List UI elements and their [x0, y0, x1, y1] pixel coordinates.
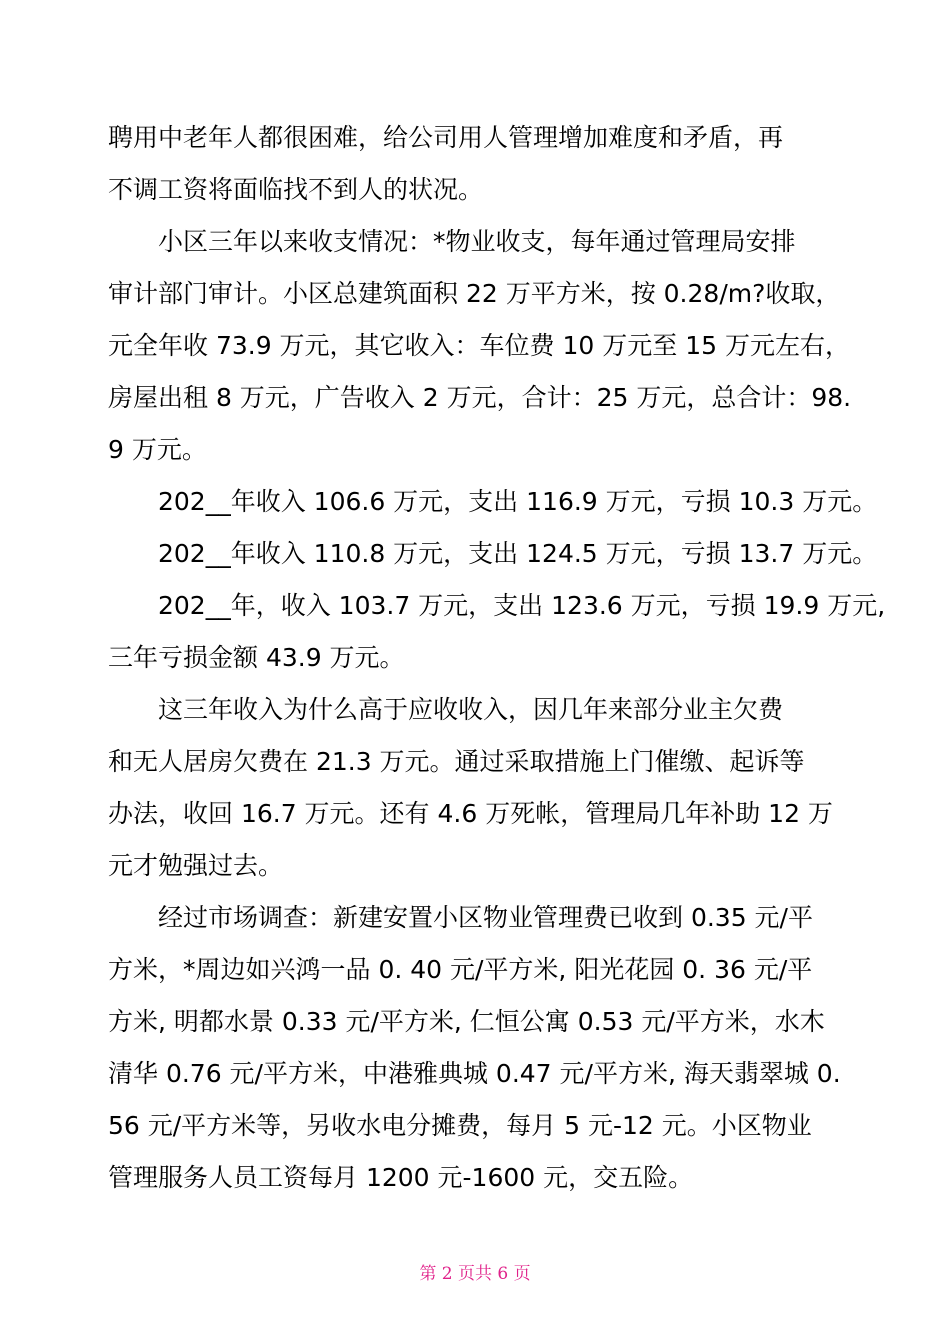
text-line: 202__年收入 106.6 万元，支出 116.9 万元，亏损 10.3 万元。 [158, 487, 878, 516]
text-line: 方米, 明都水景 0.33 元/平方米, 仁恒公寓 0.53 元/平方米，水木 [108, 1007, 825, 1036]
text-line: 小区三年以来收支情况：*物业收支，每年通过管理局安排 [158, 227, 796, 256]
text-line: 202__年收入 110.8 万元，支出 124.5 万元，亏损 13.7 万元。 [158, 539, 878, 568]
text-line: 202__年，收入 103.7 万元，支出 123.6 万元，亏损 19.9 万元, [158, 591, 886, 620]
page-footer: 第 2 页共 6 页 [419, 1264, 531, 1284]
text-line: 审计部门审计。小区总建筑面积 22 万平方米，按 0.28/m?收取， [108, 279, 841, 308]
text-line: 方米，*周边如兴鸿一品 0. 40 元/平方米, 阳光花园 0. 36 元/平 [108, 955, 813, 984]
text-line: 元才勉强过去。 [108, 851, 284, 880]
text-line: 56 元/平方米等，另收水电分摊费，每月 5 元-12 元。小区物业 [108, 1111, 812, 1140]
text-line: 清华 0.76 元/平方米，中港雅典城 0.47 元/平方米, 海天翡翠城 0. [108, 1059, 841, 1088]
text-line: 和无人居房欠费在 21.3 万元。通过采取措施上门催缴、起诉等 [108, 747, 805, 776]
text-line: 管理服务人员工资每月 1200 元-1600 元，交五险。 [108, 1163, 694, 1192]
text-line: 这三年收入为什么高于应收收入，因几年来部分业主欠费 [158, 695, 784, 724]
text-line: 9 万元。 [108, 435, 207, 464]
text-line: 办法，收回 16.7 万元。还有 4.6 万死帐，管理局几年补助 12 万 [108, 799, 833, 828]
text-line: 元全年收 73.9 万元，其它收入：车位费 10 万元至 15 万元左右， [108, 331, 850, 360]
text-line: 经过市场调查：新建安置小区物业管理费已收到 0.35 元/平 [158, 903, 813, 932]
text-line: 三年亏损金额 43.9 万元。 [108, 643, 405, 672]
text-line: 聘用中老年人都很困难，给公司用人管理增加难度和矛盾，再 [108, 123, 784, 152]
document-body [108, 112, 886, 1204]
text-line: 房屋出租 8 万元，广告收入 2 万元，合计：25 万元，总合计：98. [108, 383, 852, 412]
text-line: 不调工资将面临找不到人的状况。 [108, 175, 484, 204]
